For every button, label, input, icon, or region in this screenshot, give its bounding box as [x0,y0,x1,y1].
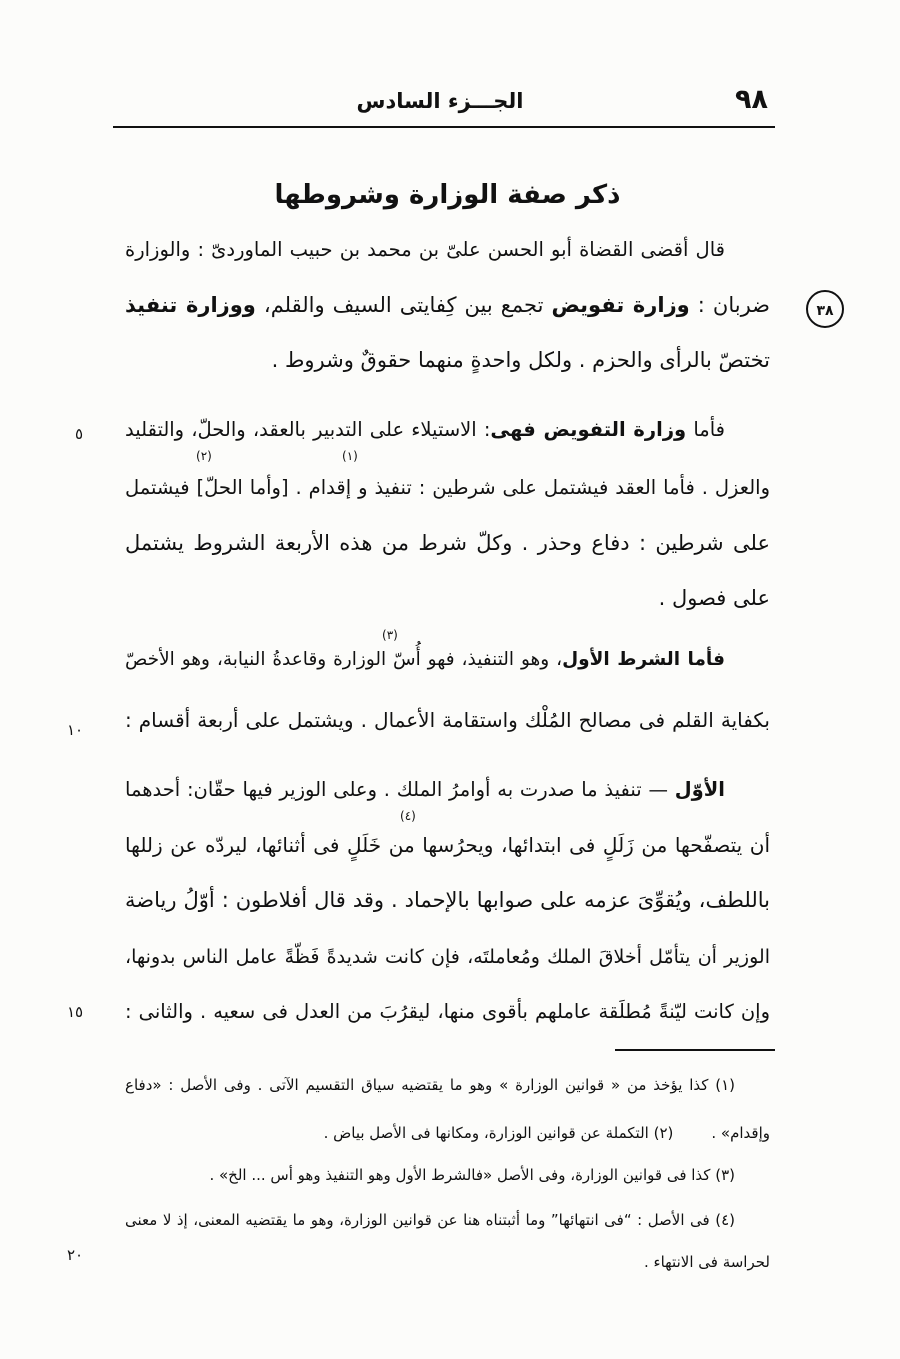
line-number: ٢٠ [66,1246,84,1264]
footnote-line [125,1117,770,1149]
body-line [125,640,725,680]
body-text: بكفاية القلم فى مصالح المُلْك واستقامة الأعمال . ويشتمل على أربعة أقسام : [125,708,770,732]
bold-phrase: وزارة التفويض فهى [490,418,687,441]
footnote-text: لحراسة فى الانتهاء . [643,1253,770,1271]
footnote-text: وإقدام» . [711,1124,770,1142]
line-number: ٥ [74,425,84,443]
line-number: ١٠ [66,721,84,739]
bold-phrase: وزارة تفويض [551,293,690,317]
body-line [125,523,770,563]
margin-note: ٣٨ [806,290,844,328]
body-line [125,468,770,508]
body-text: تجمع بين كِفايتى السيف والقلم، [255,293,552,317]
footnote-marker: (١) [342,449,358,463]
body-text: على فصول . [658,586,770,610]
body-text: وإن كانت ليّنةً مُطلَقة عاملهم بأقوى منها، ليقرُبَ من العدل فى سعيه . والثانى : [125,1000,770,1023]
body-text: باللطف، ويُقوِّىَ عزمه على صوابها بالإحماد . وقد قال أفلاطون : أوّلُ رياضة [125,888,770,912]
bold-phrase: فأما الشرط الأول [562,649,725,670]
body-text: ضربان : [689,293,770,317]
running-title: الجـــزء السادس [356,89,524,113]
body-text: ، وهو التنفيذ، فهو أُسّ الوزارة وقاعدةُ النيابة، وهو الأخصّ [125,649,563,670]
body-text: فأما [686,418,725,441]
section-title: ذكر صفة الوزارة وشروطها [274,180,621,210]
bold-phrase: الأوّل [674,778,725,801]
body-line [125,937,770,977]
body-line [125,230,725,270]
footnote-marker: (٢) [196,449,212,463]
footnote-text: (٢) التكملة عن قوانين الوزارة، ومكانها فى الأصل بياض . [323,1124,674,1142]
body-line [125,285,770,325]
body-line [125,825,770,865]
body-line [125,880,770,920]
body-text: الوزير أن يتأمّل أخلاقَ الملك ومُعاملتَه، فإن كانت شديدةً فَظّةً عامل الناس بدونها، [125,946,770,968]
line-number: ١٥ [66,1003,84,1021]
footnote-line [125,1069,735,1101]
body-text: على شرطين : دفاع وحذر . وكلّ شرط من هذه الأربعة الشروط يشتمل [125,531,770,555]
footnote-rule [615,1049,775,1051]
footnote-line [125,1204,735,1236]
body-line [125,992,770,1032]
page-number: ٩٨ [735,84,768,115]
footnote-text: (٤) فى الأصل : “فى انتهائها” وما أثبتناه هنا عن قوانين الوزارة، وهو ما يقتضيه المعنى، إذ لا معنى [125,1211,735,1229]
bold-phrase: ووزارة تنفيذ [125,293,256,317]
body-line [125,700,770,740]
body-line [125,410,725,450]
footnote-marker: (٤) [400,809,416,823]
body-text: — تنفيذ ما صدرت به أوامرُ الملك . وعلى الوزير فيها حقّان: أحدهما [125,778,675,801]
body-text: أن يتصفّحها من زَلَلٍ فى ابتدائها، ويحرُسها من خَلَلٍ فى أثنائها، ليردّه عن زللها [125,833,770,857]
footnote-marker: (٣) [382,628,398,642]
footnote-line [125,1159,735,1191]
body-text: والعزل . فأما العقد فيشتمل على شرطين : تنفيذ و إقدام . [وأما الحلّ] فيشتمل [125,476,770,499]
body-text: تختصّ بالرأى والحزم . ولكل واحدةٍ منهما حقوقٌ وشروط . [271,348,770,372]
body-line [125,578,770,618]
footnote-line [125,1246,770,1278]
body-text: قال أقضى القضاة أبو الحسن علىّ بن محمد بن حبيب الماوردىّ : والوزارة [125,238,725,261]
footnote-text: (١) كذا يؤخذ من « قوانين الوزارة » وهو ما يقتضيه سياق التقسيم الآتى . وفى الأصل : «دفاع [125,1076,735,1094]
body-line [125,770,725,810]
footnote-text: (٣) كذا فى قوانين الوزارة، وفى الأصل «فالشرط الأول وهو التنفيذ وهو أس ... الخ» . [209,1166,735,1184]
body-text: : الاستيلاء على التدبير بالعقد، والحلّ، والتقليد [125,418,491,441]
header-rule [113,126,775,128]
body-line [125,340,770,380]
